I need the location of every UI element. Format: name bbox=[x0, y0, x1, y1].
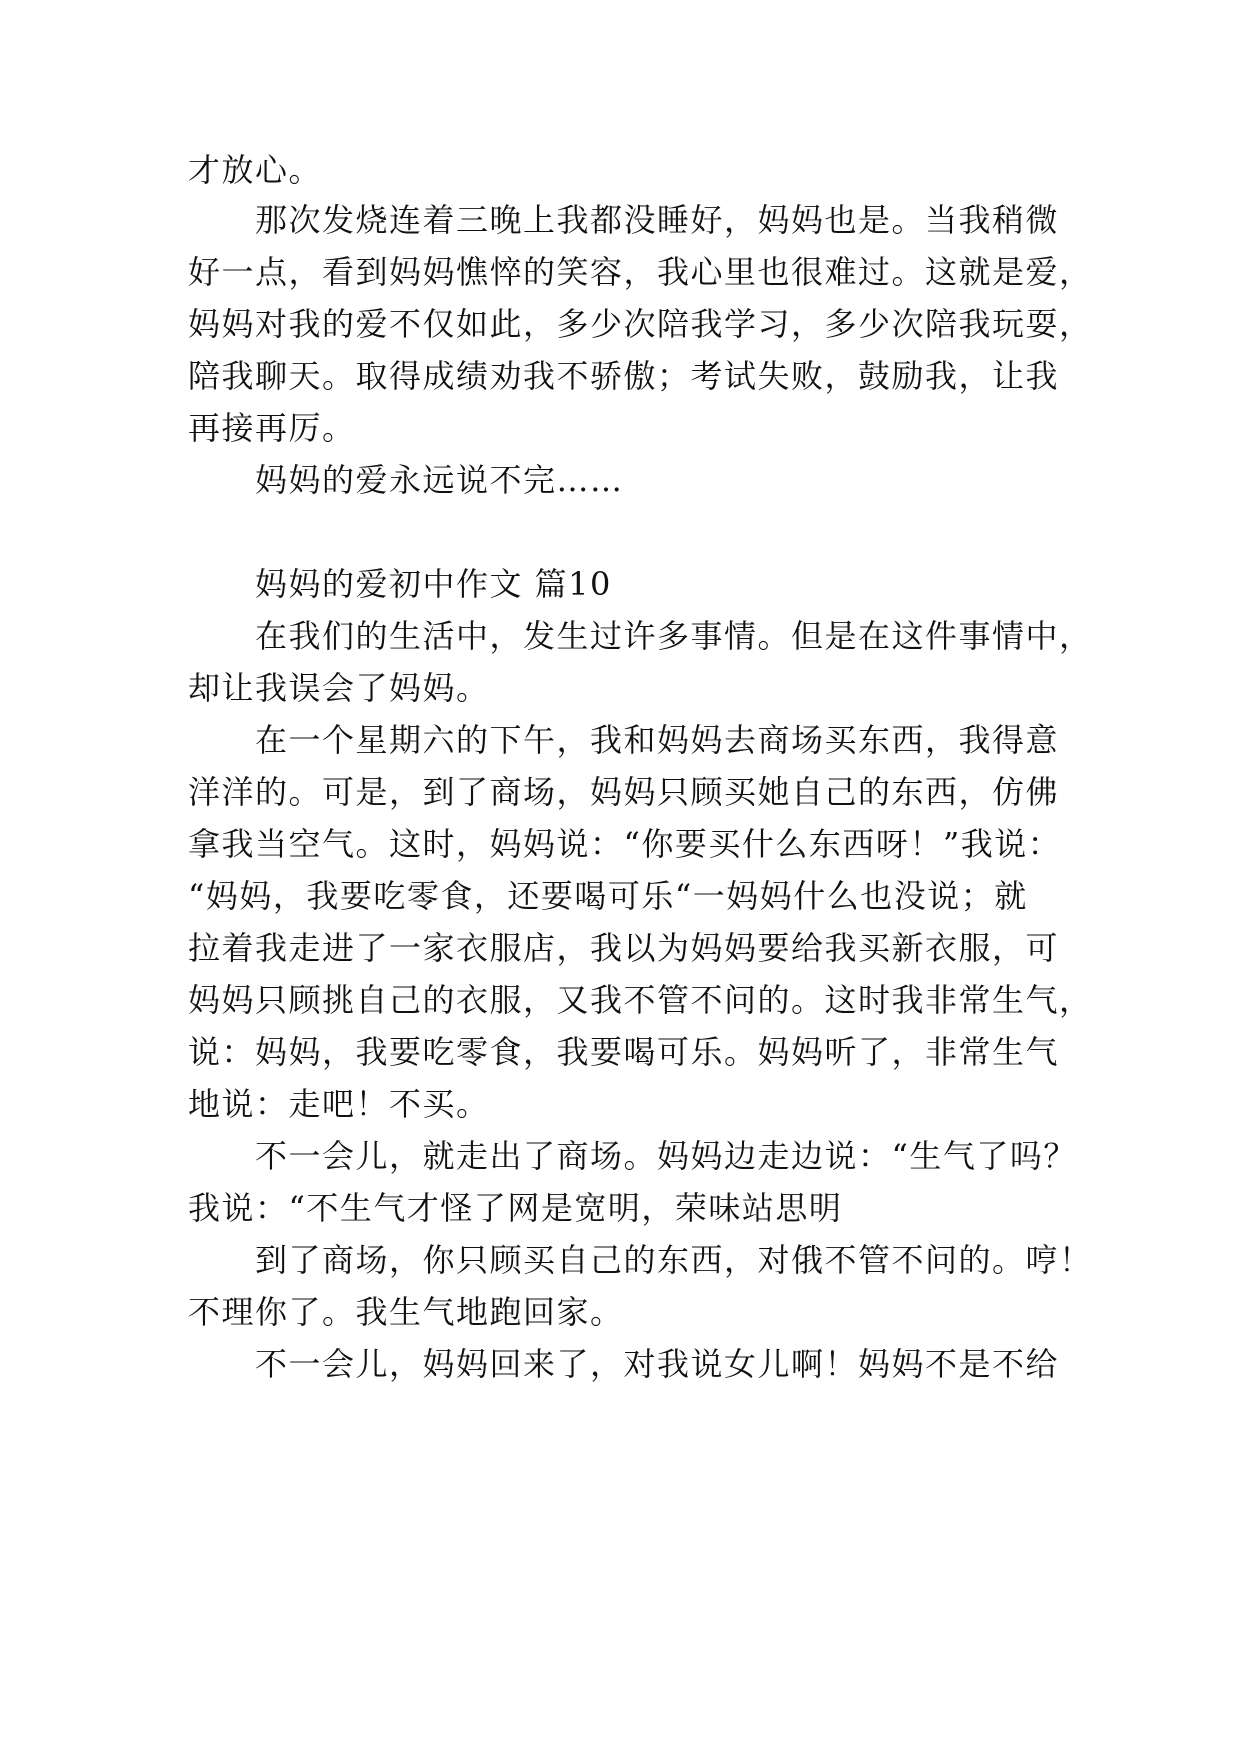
text-line: 再接再厉。 bbox=[188, 409, 356, 447]
paragraph-first-line: 在一个星期六的下午，我和妈妈去商场买东西，我得意 bbox=[255, 721, 1060, 759]
paragraph-first-line: 到了商场，你只顾买自己的东西，对俄不管不问的。哼！ bbox=[255, 1241, 1093, 1279]
text-line: 却让我误会了妈妈。 bbox=[188, 669, 490, 707]
text-line: 妈妈对我的爱不仅如此，多少次陪我学习，多少次陪我玩耍， bbox=[188, 305, 1093, 343]
paragraph-first-line: 在我们的生活中，发生过许多事情。但是在这件事情中， bbox=[255, 617, 1093, 655]
text-line: 我说：“不生气才怪了网是宽明，荣味站思明 bbox=[188, 1189, 843, 1227]
section-heading: 妈妈的爱初中作文 篇10 bbox=[255, 565, 612, 603]
text-line: 不理你了。我生气地跑回家。 bbox=[188, 1293, 624, 1331]
text-line: 拿我当空气。这时，妈妈说：“你要买什么东西呀！”我说： bbox=[188, 825, 1062, 863]
text-line: “妈妈，我要吃零食，还要喝可乐“一妈妈什么也没说；就 bbox=[188, 877, 1028, 915]
paragraph-first-line: 妈妈的爱永远说不完…… bbox=[255, 461, 624, 499]
text-line: 说：妈妈，我要吃零食，我要喝可乐。妈妈听了，非常生气 bbox=[188, 1033, 1060, 1071]
text-line: 陪我聊天。取得成绩劝我不骄傲；考试失败，鼓励我，让我 bbox=[188, 357, 1060, 395]
paragraph-first-line: 不一会儿，妈妈回来了，对我说女儿啊！妈妈不是不给 bbox=[255, 1345, 1060, 1383]
text-line: 洋洋的。可是，到了商场，妈妈只顾买她自己的东西，仿佛 bbox=[188, 773, 1060, 811]
paragraph-first-line: 那次发烧连着三晚上我都没睡好，妈妈也是。当我稍微 bbox=[255, 201, 1060, 239]
text-line: 拉着我走进了一家衣服店，我以为妈妈要给我买新衣服，可 bbox=[188, 929, 1060, 967]
text-line: 地说：走吧！不买。 bbox=[188, 1085, 490, 1123]
text-line: 妈妈只顾挑自己的衣服，又我不管不问的。这时我非常生气， bbox=[188, 981, 1093, 1019]
paragraph-first-line: 不一会儿，就走出了商场。妈妈边走边说：“生气了吗？ bbox=[255, 1137, 1077, 1175]
text-line: 好一点，看到妈妈憔悴的笑容，我心里也很难过。这就是爱， bbox=[188, 253, 1093, 291]
text-line: 才放心。 bbox=[188, 151, 323, 189]
